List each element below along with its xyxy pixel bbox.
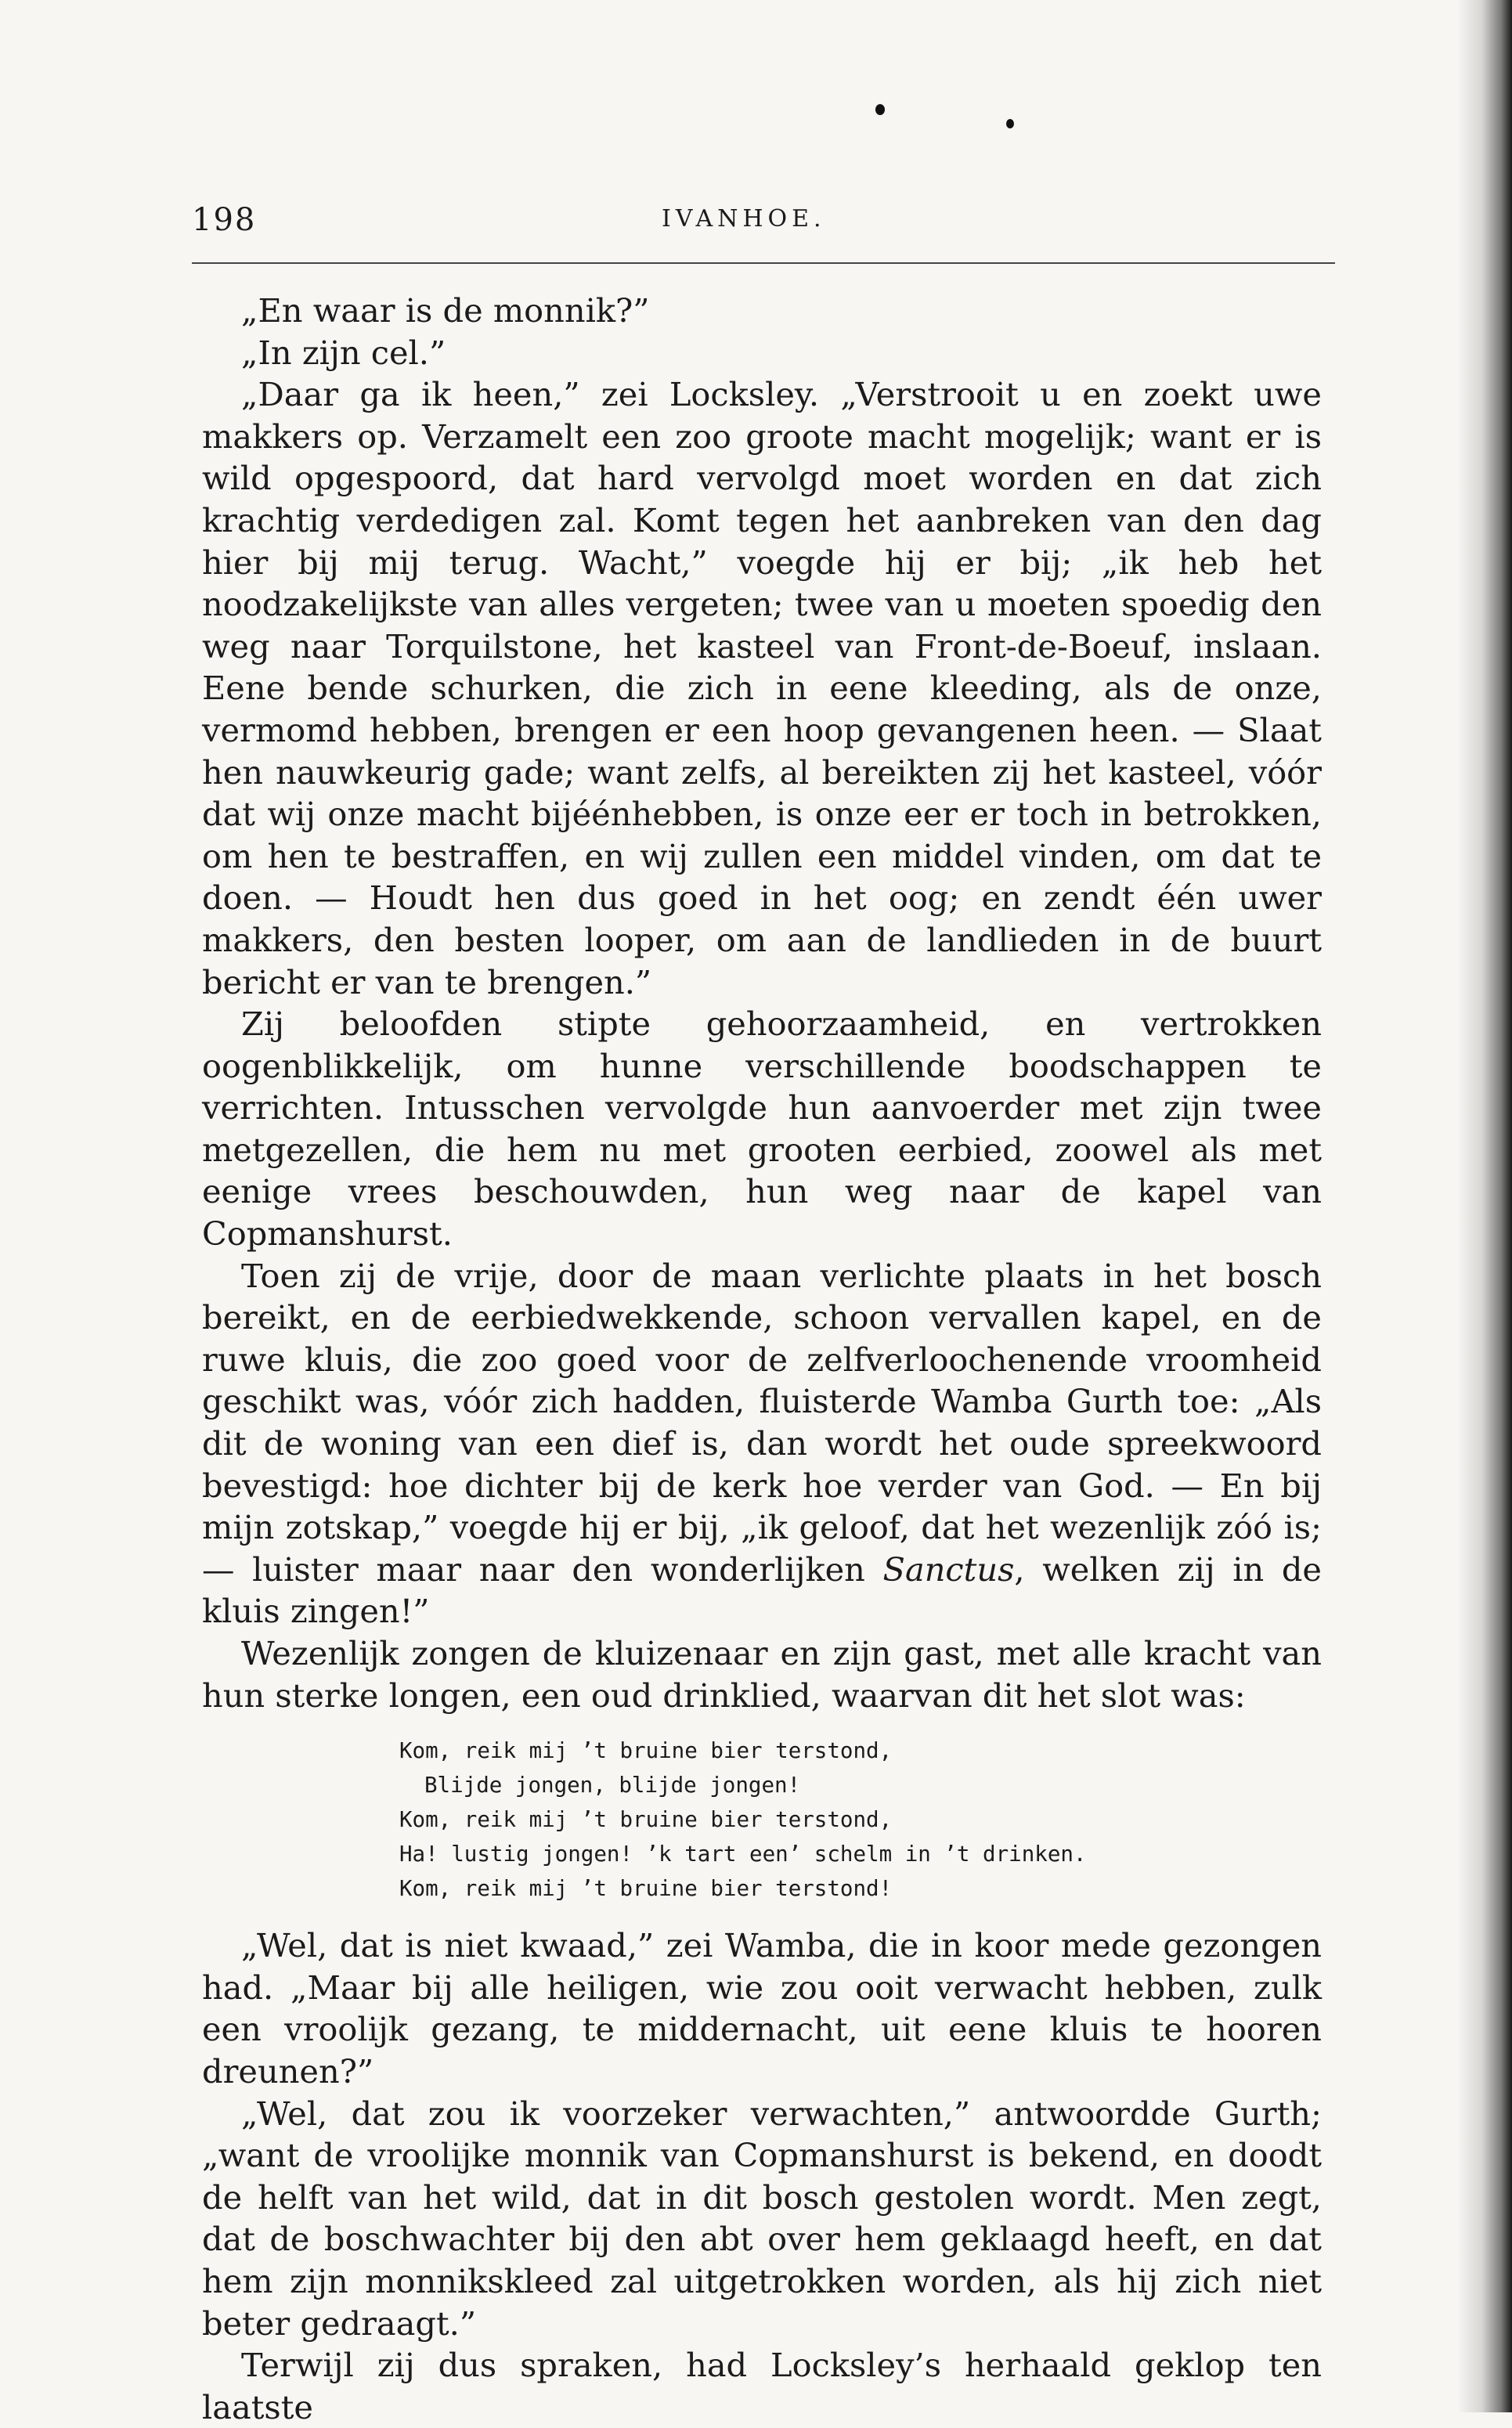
paragraph: „En waar is de monnik?” [241,291,650,330]
paragraph: Wezenlijk zongen de kluizenaar en zijn gast, met alle kracht van hun sterke longen, een oud drinklied, waarvan dit het slot was: [202,1634,1322,1715]
paragraph: „Wel, dat zou ik voorzeker verwachten,” antwoordde Gurth; „want de vroolijke monnik van Copmanshurst is bekend, en doodt de helft van het wild, dat in dit bosch gestolen wordt. Men zegt, dat de boschwachter bij den abt over hem geklaagd heeft, en dat hem zijn monnikskleed zal uitgetrokken worden, als hij zich niet beter gedraagt.” [202,2094,1322,2343]
poem-line: Blijde jongen, blijde jongen! [424,1773,801,1798]
page-number: 198 [192,202,257,238]
poem-line: Kom, reik mij ’t bruine bier terstond! [399,1876,893,1902]
ink-speck [1006,119,1014,128]
poem-line: Kom, reik mij ’t bruine bier terstond, [399,1738,893,1764]
paragraph: Zij beloofden stipte gehoorzaamheid, en vertrokken oogenblikkelijk, om hunne verschillende boodschappen te verrichten. Intusschen vervolgde hun aanvoerder met zijn twee metgezellen, die hem nu met grooten eerbied, zoowel als met eenige vrees beschouwden, hun weg naar de kapel van Copmanshurst. [202,1005,1322,1254]
paragraph [202,1255,1322,1632]
paragraph-text: Toen zij de vrije, door de maan verlichte plaats in het bosch bereikt, en de eerbiedwekkende, schoon vervallen kapel, en de ruwe kluis, die zoo goed voor de zelfverloochenende vroomheid geschikt was, vóór zich hadden, fluisterde Wamba Gurth toe: „Als dit de woning van een dief is, dan wordt het oude spreekwoord bevestigd: hoe dichter bij de kerk hoe verder van God. — En bij mijn zotskap,” voegde hij er bij, „ik geloof, dat het wezenlijk zóó is; — luister maar naar den wonderlijken [202,1256,1322,1589]
paragraph-text: , welken zij in de kluis zingen!” [202,1550,1322,1631]
poem-line: Kom, reik mij ’t bruine bier terstond, [399,1807,893,1833]
running-title: IVANHOE. [662,205,826,233]
paragraph: „In zijn cel.” [241,333,446,372]
header-rule [192,262,1335,264]
italic-word: Sanctus [882,1550,1015,1589]
drinking-song [399,1734,1322,1906]
paragraph: Terwijl zij dus spraken, had Locksley’s herhaald geklop ten laatste [202,2346,1322,2426]
ink-speck [875,104,885,115]
paragraph: „Daar ga ik heen,” zei Locksley. „Verstrooit u en zoekt uwe makkers op. Verzamelt een zoo groote macht mogelijk; want er is wild opgespoord, dat hard vervolgd moet worden en dat zich krachtig verdedigen zal. Komt tegen het aanbreken van den dag hier bij mij terug. Wacht,” voegde hij er bij; „ik heb het noodzakelijkste van alles vergeten; twee van u moeten spoedig den weg naar Torquilstone, het kasteel van Front-de-Boeuf, inslaan. Eene bende schurken, die zich in eene kleeding, als de onze, vermomd hebben, brengen er een hoop gevangenen heen. — Slaat hen nauwkeurig gade; want zelfs, al bereikten zij het kasteel, vóór dat wij onze macht bijéénhebben, is onze eer er toch in betrokken, om hen te bestraffen, en wij zullen een middel vinden, om dat te doen. — Houdt hen dus goed in het oog; en zendt één uwer makkers, den besten looper, om aan de landlieden in de buurt bericht er van te brengen.” [202,375,1322,1001]
body-text [202,290,1322,2428]
page-header [192,202,1335,241]
poem-line: Ha! lustig jongen! ’k tart een’ schelm in ’t drinken. [399,1842,1087,1867]
book-spine-shadow [1457,0,1512,2412]
paragraph: „Wel, dat is niet kwaad,” zei Wamba, die in koor mede gezongen had. „Maar bij alle heiligen, wie zou ooit verwacht hebben, zulk een vroolijk gezang, te middernacht, uit eene kluis te hooren dreunen?” [202,1926,1322,2091]
